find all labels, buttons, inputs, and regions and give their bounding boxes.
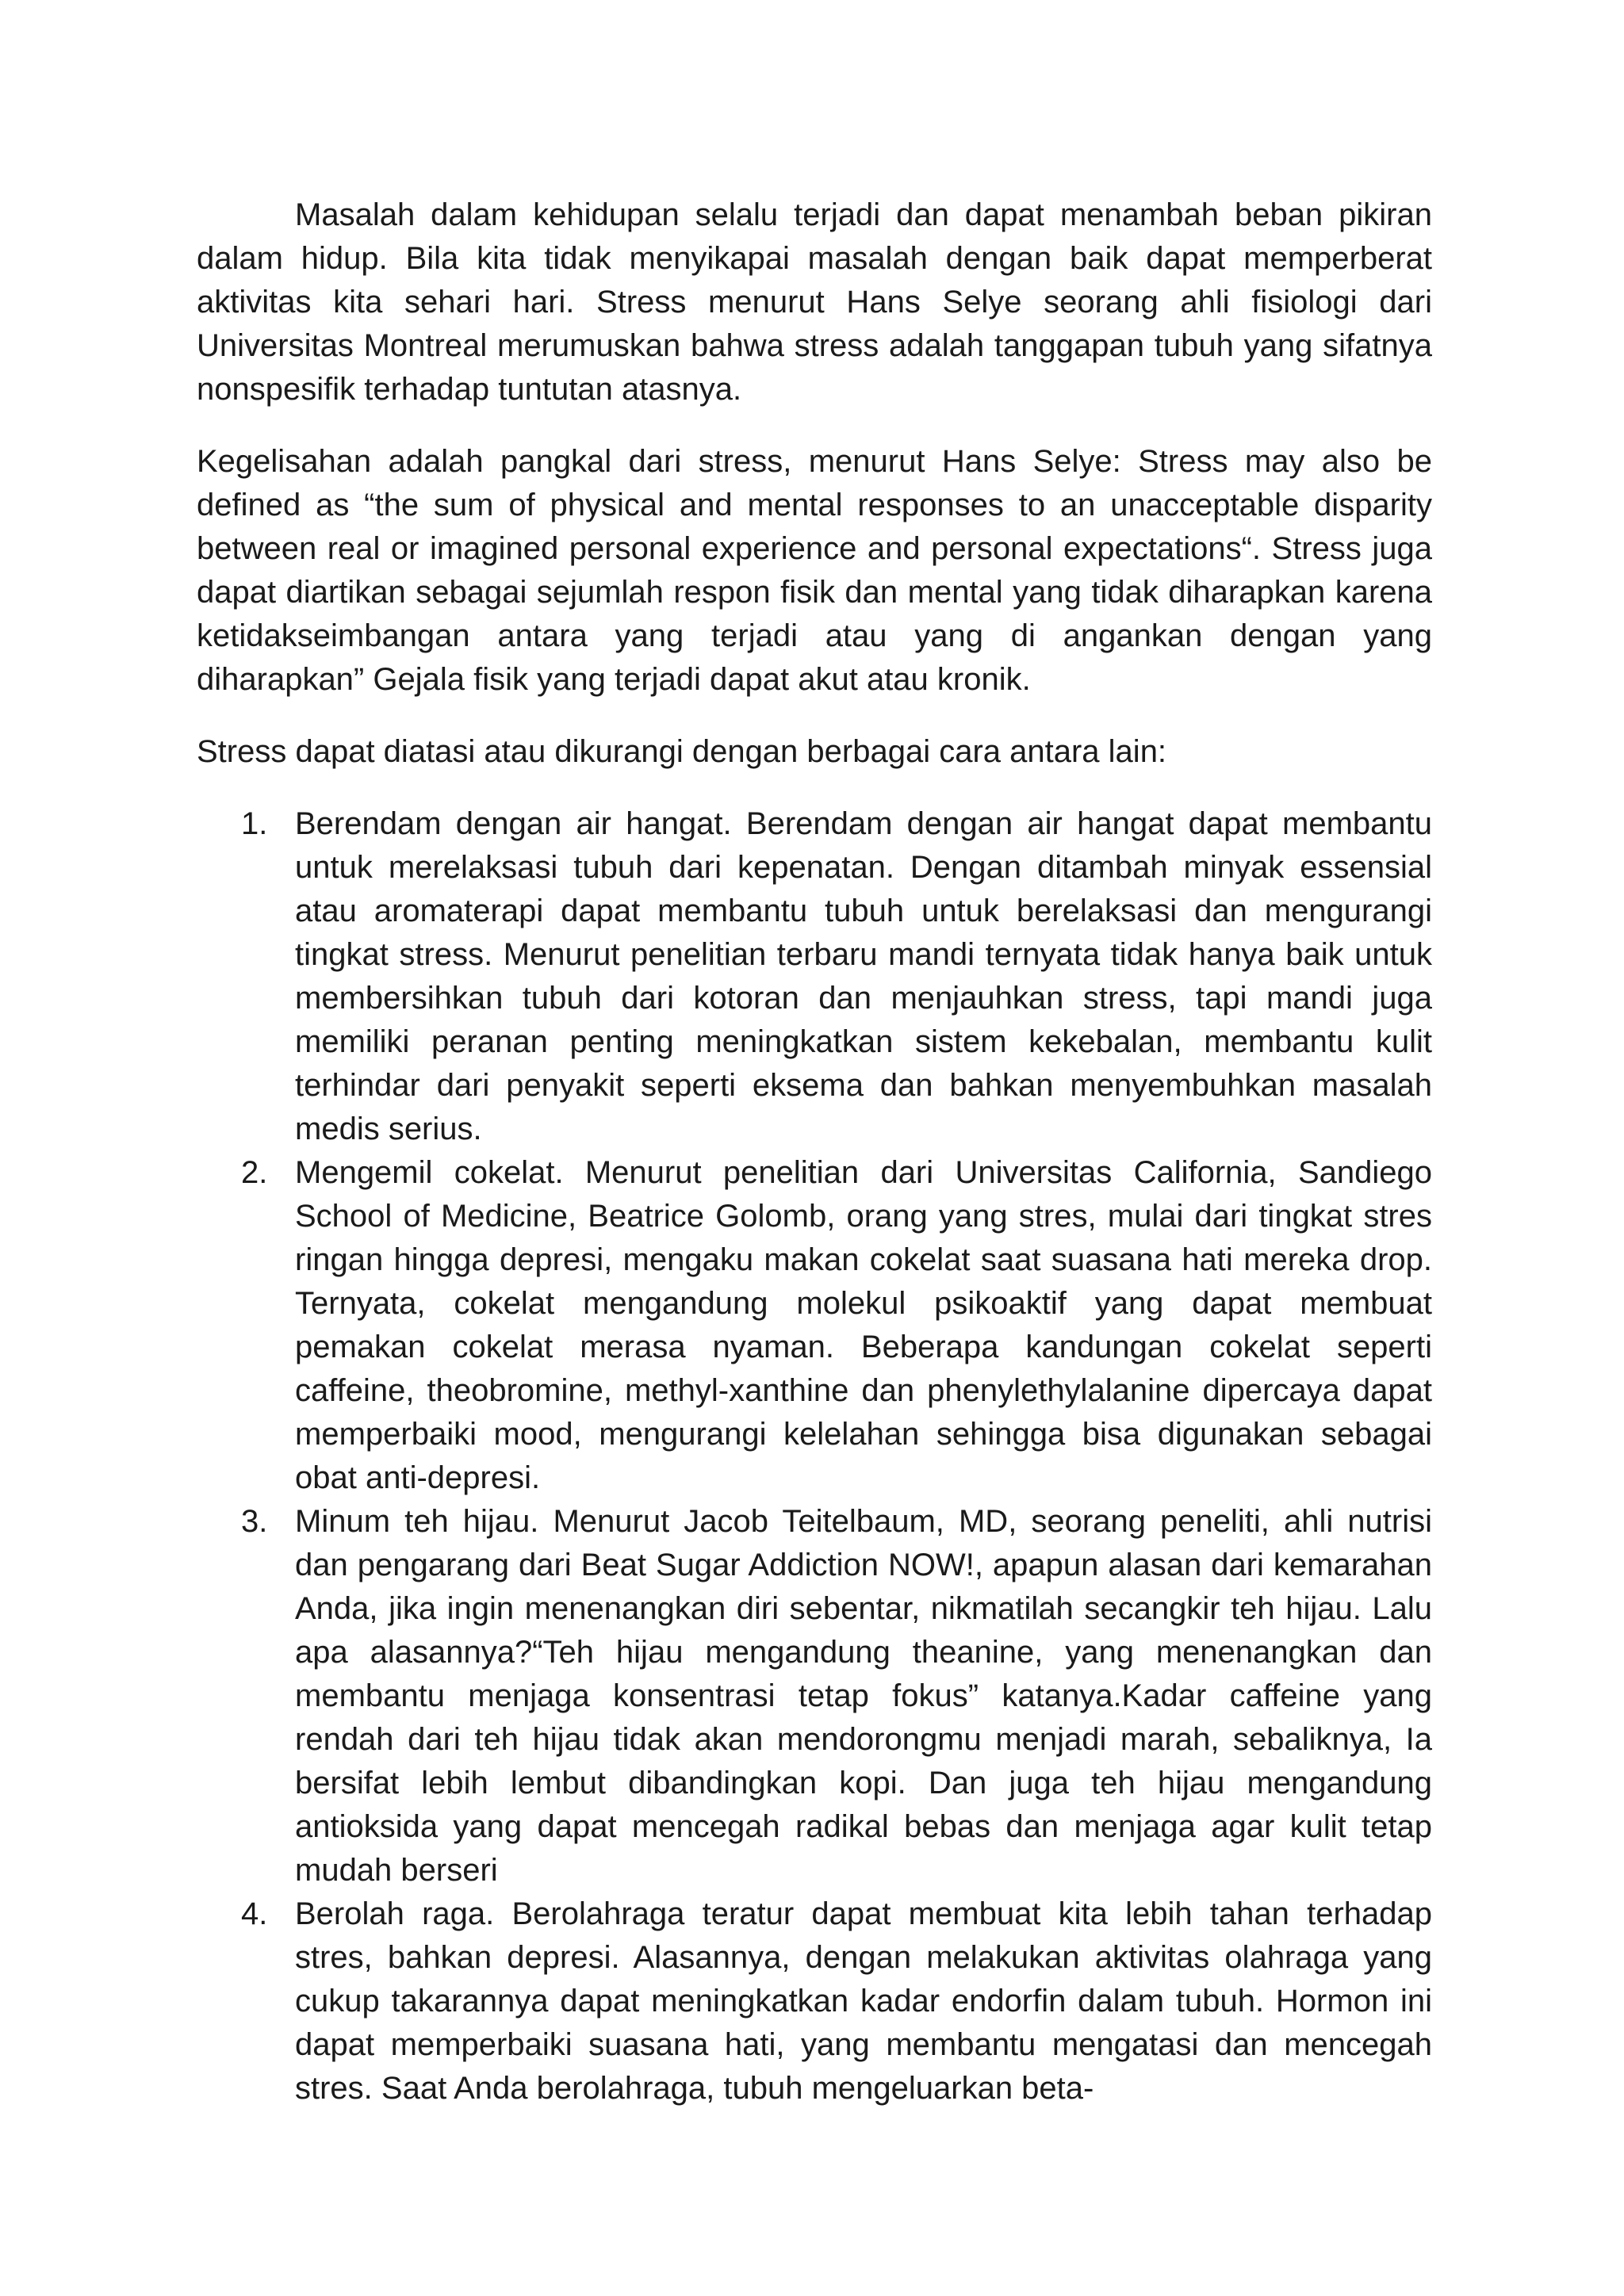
list-item-text: Mengemil cokelat. Menurut penelitian dari Universitas California, Sandiego School of Medicine, Beatrice Golomb, orang yang stres, mulai dari tingkat stres ringan hingga depresi, mengaku makan cokelat saat suasana hati mereka drop. Ternyata, cokelat mengandung molekul psikoaktif yang dapat membuat pemakan cokelat merasa nyaman. Beberapa kandungan cokelat seperti caffeine, theobromine, methyl-xanthine dan phenylethylalanine dipercaya dapat memperbaiki mood, mengurangi kelelahan sehingga bisa digunakan sebagai obat anti-depresi.	[295, 1155, 1432, 1495]
list-intro-paragraph: Stress dapat diatasi atau dikurangi dengan berbagai cara antara lain:	[197, 734, 1167, 769]
list-item-number: 3.	[241, 1504, 268, 1539]
list-item-number: 1.	[241, 806, 268, 841]
list-item	[197, 1151, 1432, 1500]
list-item	[197, 1500, 1432, 1892]
list-item	[197, 1892, 1432, 2110]
list-item	[197, 802, 1432, 1151]
stress-relief-list	[197, 802, 1432, 2110]
intro-paragraph: Masalah dalam kehidupan selalu terjadi dan dapat menambah beban pikiran dalam hidup. Bila kita tidak menyikapai masalah dengan baik dapat memperberat aktivitas kita sehari hari. Stress menurut Hans Selye seorang ahli fisiologi dari Universitas Montreal merumuskan bahwa stress adalah tanggapan tubuh yang sifatnya nonspesifik terhadap tuntutan atasnya.	[197, 197, 1432, 407]
list-item-number: 2.	[241, 1155, 268, 1190]
list-item-number: 4.	[241, 1896, 268, 1931]
definition-paragraph: Kegelisahan adalah pangkal dari stress, menurut Hans Selye: Stress may also be defined as “the sum of physical and mental responses to an unacceptable disparity between real or imagined personal experience and personal expectations“. Stress juga dapat diartikan sebagai sejumlah respon fisik dan mental yang tidak diharapkan karena ketidakseimbangan antara yang terjadi atau yang di angankan dengan yang diharapkan” Gejala fisik yang terjadi dapat akut atau kronik.	[197, 444, 1432, 697]
list-item-text: Berendam dengan air hangat. Berendam dengan air hangat dapat membantu untuk merelaksasi tubuh dari kepenatan. Dengan ditambah minyak essensial atau aromaterapi dapat membantu tubuh untuk berelaksasi dan mengurangi tingkat stress. Menurut penelitian terbaru mandi ternyata tidak hanya baik untuk membersihkan tubuh dari kotoran dan menjauhkan stress, tapi mandi juga memiliki peranan penting meningkatkan sistem kekebalan, membantu kulit terhindar dari penyakit seperti eksema dan bahkan menyembuhkan masalah medis serius.	[295, 806, 1432, 1146]
document-page	[197, 193, 1432, 2110]
list-item-text: Minum teh hijau. Menurut Jacob Teitelbaum, MD, seorang peneliti, ahli nutrisi dan pengarang dari Beat Sugar Addiction NOW!, apapun alasan dari kemarahan Anda, jika ingin menenangkan diri sebentar, nikmatilah secangkir teh hijau. Lalu apa alasannya?“Teh hijau mengandung theanine, yang menenangkan dan membantu menjaga konsentrasi tetap fokus” katanya.Kadar caffeine yang rendah dari teh hijau tidak akan mendorongmu menjadi marah, sebaliknya, Ia bersifat lebih lembut dibandingkan kopi. Dan juga teh hijau mengandung antioksida yang dapat mencegah radikal bebas dan menjaga agar kulit tetap mudah berseri	[295, 1504, 1432, 1888]
list-item-text: Berolah raga. Berolahraga teratur dapat membuat kita lebih tahan terhadap stres, bahkan depresi. Alasannya, dengan melakukan aktivitas olahraga yang cukup takarannya dapat meningkatkan kadar endorfin dalam tubuh. Hormon ini dapat memperbaiki suasana hati, yang membantu mengatasi dan mencegah stres. Saat Anda berolahraga, tubuh mengeluarkan beta-	[295, 1896, 1432, 2106]
